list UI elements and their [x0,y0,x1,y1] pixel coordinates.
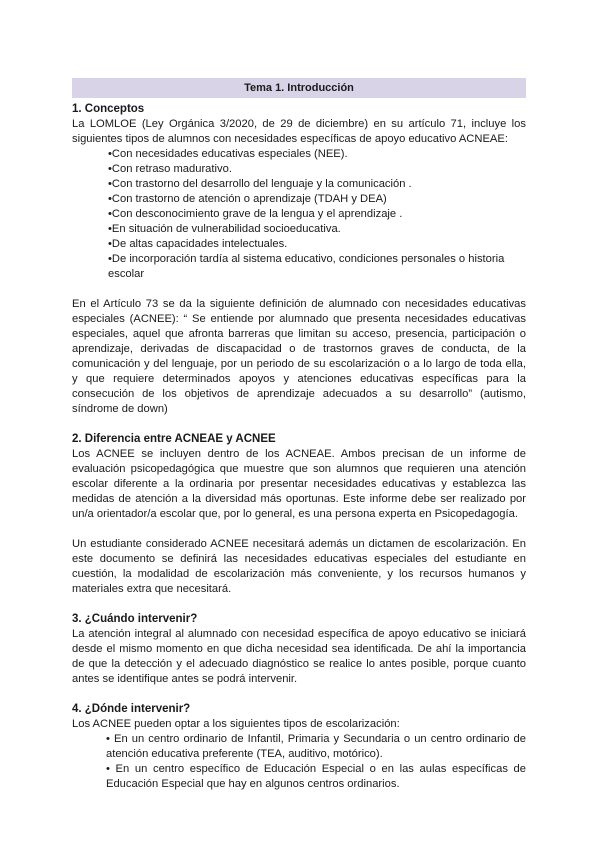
section-4-intro: Los ACNEE pueden optar a los siguientes tipos de escolarización: [72,718,400,730]
list-item: •De incorporación tardía al sistema educativo, condiciones personales o historia escolar [108,253,505,280]
list-item: •Con trastorno del desarrollo del lenguaje y la comunicación . [108,178,412,190]
section-2-paragraph-2: Un estudiante considerado ACNEE necesitará además un dictamen de escolarización. En este documento se definirá las necesidades educativas especiales del estudiante en cuestión, la modalidad de escolarización más conveniente, y los recursos humanos y materiales extra que necesitará. [72,538,526,595]
schooling-types-list [72,732,526,792]
acneae-types-list [72,147,526,282]
list-item: •Con retraso madurativo. [108,163,232,175]
list-item: •Con desconocimiento grave de la lengua y el aprendizaje . [108,208,403,220]
list-item: • En un centro ordinario de Infantil, Primaria y Secundaria o un centro ordinario de atención educativa preferente (TEA, auditivo, motórico). [106,733,526,760]
section-1-heading: 1. Conceptos [72,103,145,115]
section-3-heading: 3. ¿Cuándo intervenir? [72,613,198,625]
list-item: •De altas capacidades intelectuales. [108,238,288,250]
article-73-paragraph: En el Artículo 73 se da la siguiente definición de alumnado con necesidades educativas especiales (ACNEE): “ Se entiende por alumnado que presenta necesidades educativas especiales, aquel que afronta barreras que limitan su acceso, presencia, participación o aprendizaje, derivadas de discapacidad o de trastornos graves de conducta, de la comunicación y del lenguaje, por un periodo de su escolarización o a lo largo de toda ella, y que requiere determinados apoyos y atenciones educativas específicas para la consecución de los objetivos de aprendizaje adecuados a su desarrollo” (autismo, síndrome de down) [72,298,526,415]
list-item: •Con trastorno de atención o aprendizaje (TDAH y DEA) [108,193,387,205]
list-item: •Con necesidades educativas especiales (NEE). [108,148,348,160]
section-2-paragraph-1: Los ACNEE se incluyen dentro de los ACNEAE. Ambos precisan de un informe de evaluación psicopedagógica que muestre que son alumnos que requieren una atención escolar diferente a la ordinaria por presentar necesidades educativas y establezca las medidas de atención a la diversidad más oportunas. Este informe debe ser realizado por un/a orientador/a escolar que, por lo general, es una persona experta en Psicopedagogía. [72,448,526,520]
list-item: • En un centro específico de Educación Especial o en las aulas específicas de Educación Especial que hay en algunos centros ordinarios. [106,763,526,790]
document-page [72,78,526,792]
page-title: Tema 1. Introducción [72,78,526,98]
section-3-paragraph: La atención integral al alumnado con necesidad específica de apoyo educativo se iniciará desde el mismo momento en que dicha necesidad sea identificada. De ahí la importancia de que la detección y el adecuado diagnóstico se realice lo antes posible, porque cuanto antes se identifique antes se podrá intervenir. [72,628,526,685]
section-1-intro: La LOMLOE (Ley Orgánica 3/2020, de 29 de diciembre) en su artículo 71, incluye los siguientes tipos de alumnos con necesidades específicas de apoyo educativo ACNEAE: [72,118,526,145]
section-2-heading: 2. Diferencia entre ACNEAE y ACNEE [72,433,276,445]
section-4-heading: 4. ¿Dónde intervenir? [72,703,191,715]
list-item: •En situación de vulnerabilidad socioeducativa. [108,223,341,235]
